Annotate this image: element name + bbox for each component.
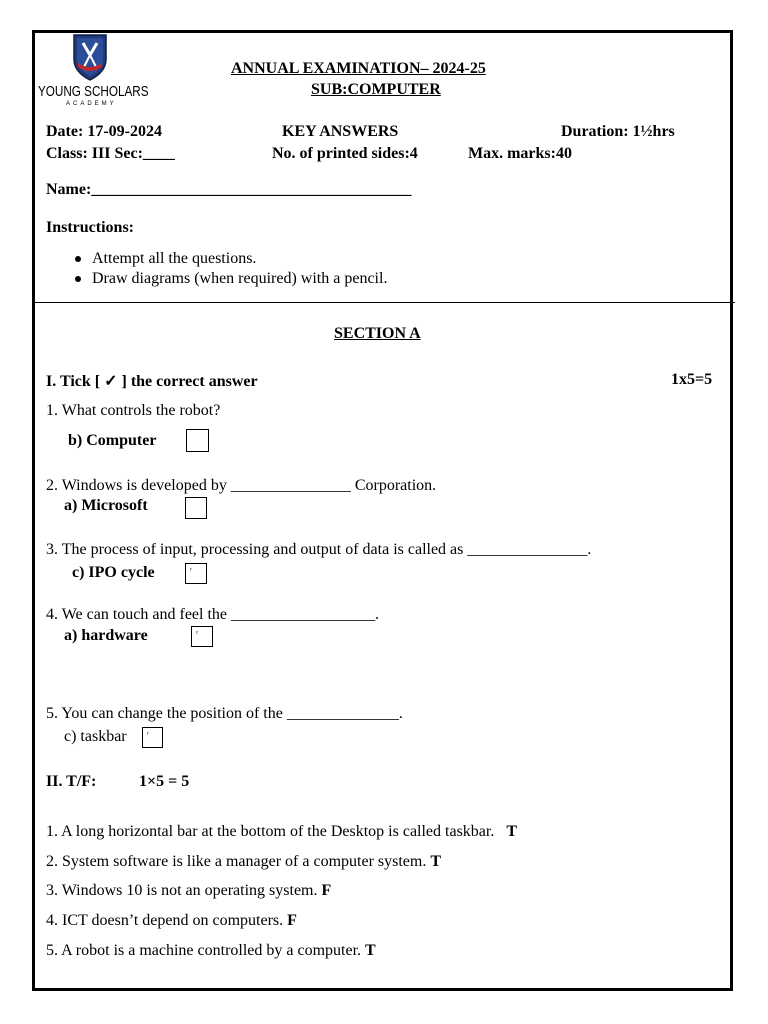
tf-statement: 2. System software is like a manager of a computer system.	[46, 853, 427, 870]
question-1: 1. What controls the robot?	[46, 402, 221, 419]
school-logo	[36, 33, 149, 109]
tf-answer: T	[430, 853, 442, 870]
answer-2: a) Microsoft	[64, 497, 148, 514]
tf-statement: 4. ICT doesn’t depend on computers.	[46, 912, 284, 929]
question-5: 5. You can change the position of the ______________.	[46, 705, 403, 722]
tf-item-4	[46, 912, 297, 930]
logo-subtitle: ACADEMY	[66, 101, 117, 107]
name-line: Name:________________________________________	[46, 181, 412, 198]
question-4: 4. We can touch and feel the __________________.	[46, 606, 380, 623]
max-marks: Max. marks:40	[468, 145, 572, 162]
part2-marks: 1×5 = 5	[139, 773, 190, 790]
instruction-item: Draw diagrams (when required) with a pencil.	[92, 270, 388, 287]
answer-checkbox-3[interactable]: ʳ	[185, 563, 207, 584]
instructions-heading: Instructions:	[46, 219, 135, 236]
logo-name: YOUNG SCHOLARS	[38, 83, 149, 100]
printed-sides: No. of printed sides:4	[272, 145, 418, 162]
class-section: Class: III Sec:____	[46, 145, 175, 162]
answer-3: c) IPO cycle	[72, 564, 155, 581]
shield-icon	[72, 33, 108, 81]
bullet-icon	[75, 256, 81, 262]
header-divider	[32, 302, 735, 303]
tf-answer: F	[287, 912, 297, 929]
tf-item-1	[46, 823, 517, 841]
tf-item-3	[46, 882, 331, 900]
answer-checkbox-2[interactable]	[185, 497, 207, 519]
part1-heading: I. Tick [ ✓ ] the correct answer	[46, 373, 258, 390]
tf-statement: 5. A robot is a machine controlled by a computer.	[46, 942, 362, 959]
question-2: 2. Windows is developed by _______________ Corporation.	[46, 477, 437, 494]
tf-item-5	[46, 942, 376, 960]
tf-answer: T	[365, 942, 376, 959]
tf-statement: 1. A long horizontal bar at the bottom of the Desktop is called taskbar.	[46, 823, 495, 840]
tf-answer: T	[506, 823, 518, 840]
exam-title: ANNUAL EXAMINATION– 2024-25	[231, 60, 486, 77]
answer-4: a) hardware	[64, 627, 148, 644]
tf-answer: F	[321, 882, 332, 899]
answer-5: c) taskbar	[64, 728, 127, 745]
section-a-title: SECTION A	[334, 325, 421, 342]
tf-item-2	[46, 853, 441, 871]
exam-duration: Duration: 1½hrs	[561, 123, 675, 140]
tf-statement: 3. Windows 10 is not an operating system.	[46, 882, 318, 899]
bullet-icon	[75, 276, 81, 282]
subject-title: SUB:COMPUTER	[311, 81, 441, 98]
part1-marks: 1x5=5	[671, 371, 713, 388]
instruction-item: Attempt all the questions.	[92, 250, 257, 267]
part2-heading: II. T/F:	[46, 773, 97, 790]
question-3: 3. The process of input, processing and output of data is called as _______________.	[46, 541, 592, 558]
answer-checkbox-4[interactable]: ᶜ	[191, 626, 213, 647]
answer-checkbox-5[interactable]: ʳ	[142, 727, 163, 748]
key-answers-label: KEY ANSWERS	[282, 123, 399, 140]
answer-1: b) Computer	[68, 432, 157, 449]
answer-checkbox-1[interactable]	[186, 429, 209, 452]
exam-date: Date: 17-09-2024	[46, 123, 162, 140]
